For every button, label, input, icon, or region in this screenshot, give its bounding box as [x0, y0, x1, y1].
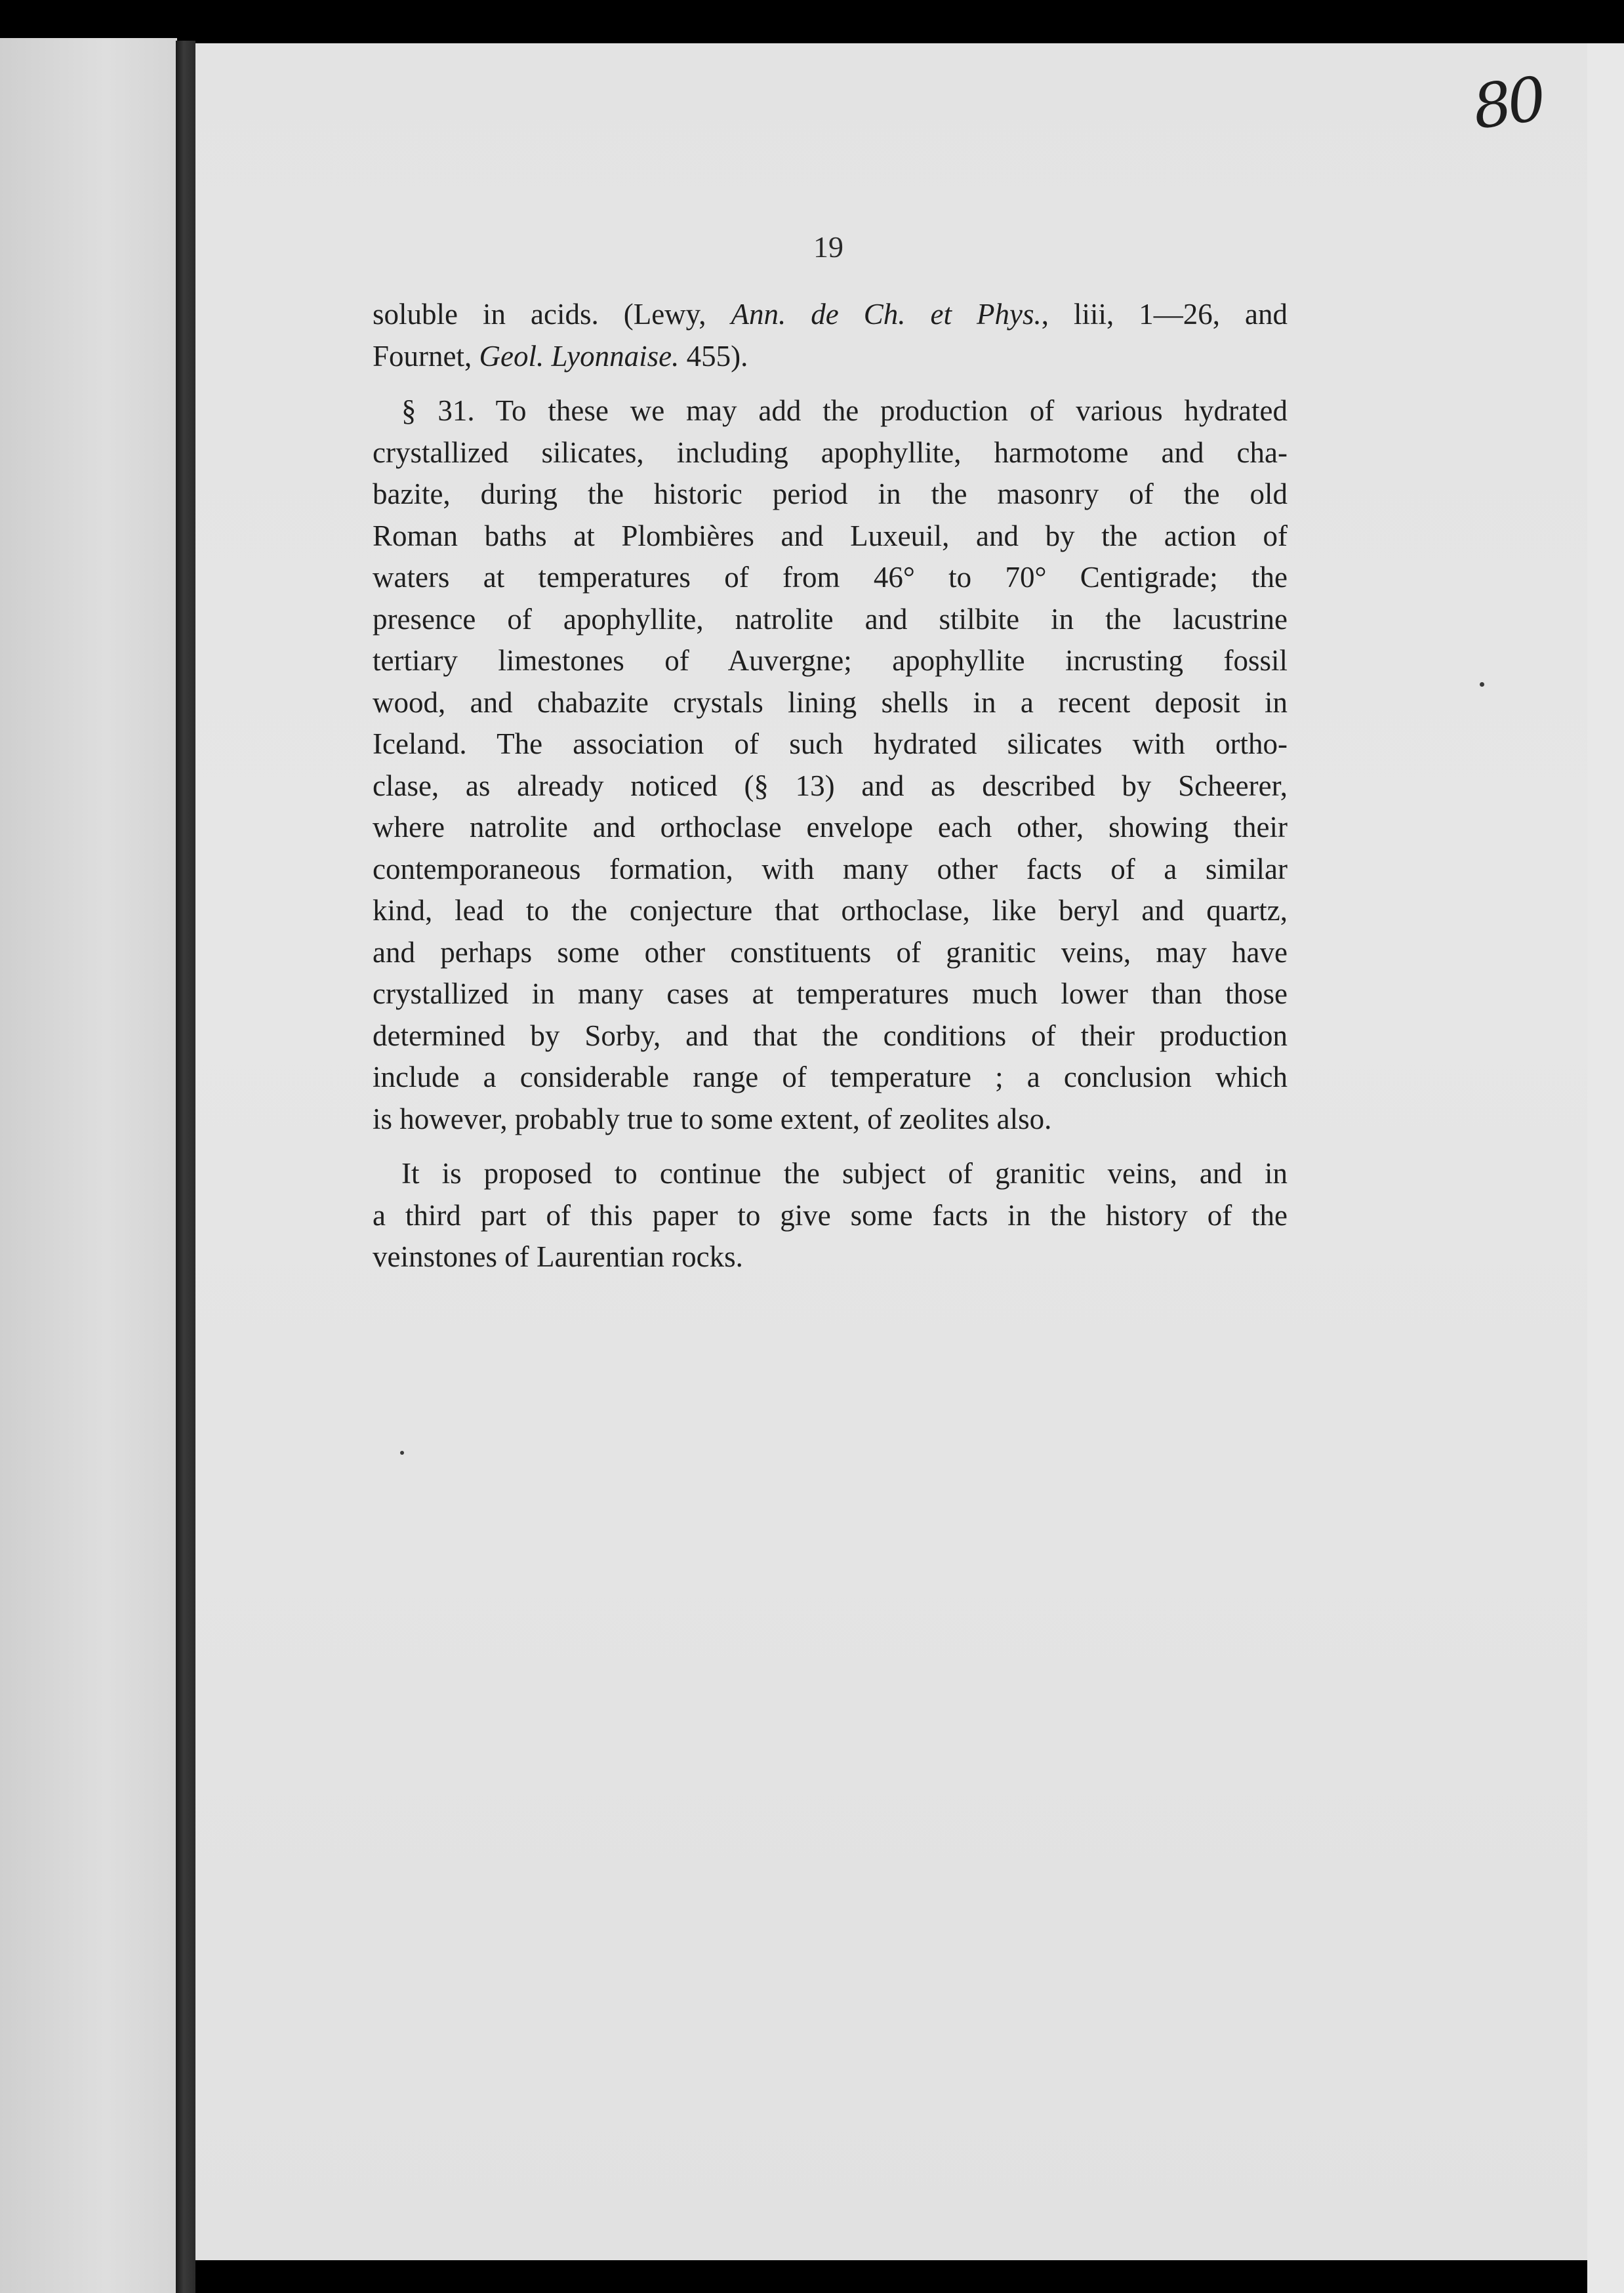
text-line: and perhaps some other constituents of granitic veins, may have	[373, 935, 1288, 969]
text-line: include a considerable range of temperature ; a conclusion which	[373, 1061, 1288, 1093]
text-line: tertiary limestones of Auvergne; apophyllite incrusting fossil	[373, 644, 1288, 677]
text-line: Roman baths at Plombières and Luxeuil, and by the action of	[373, 519, 1288, 552]
paragraph	[373, 1153, 1288, 1278]
text-line: contemporaneous formation, with many other facts of a similar	[373, 852, 1288, 885]
text-line: bazite, during the historic period in the masonry of the old	[373, 477, 1288, 510]
text-line: Iceland. The association of such hydrated silicates with ortho-	[373, 727, 1288, 760]
text-line: crystallized silicates, including apophyllite, harmotome and cha-	[373, 436, 1288, 469]
scan-speck	[400, 1451, 404, 1455]
body-text	[373, 294, 1288, 1278]
text-line: determined by Sorby, and that the conditions of their production	[373, 1019, 1288, 1052]
text-line: kind, lead to the conjecture that orthoclase, like beryl and quartz,	[373, 894, 1288, 927]
paragraph	[373, 294, 1288, 377]
previous-page-edge	[0, 38, 177, 2293]
text-line: waters at temperatures of from 46° to 70° Centigrade; the	[373, 561, 1288, 594]
text-line: soluble in acids. (Lewy, Ann. de Ch. et Phys., liii, 1—26, and	[373, 298, 1288, 331]
page-number: 19	[813, 230, 843, 264]
paragraph	[373, 390, 1288, 1140]
scan-speck	[1480, 682, 1484, 687]
text-line: wood, and chabazite crystals lining shells in a recent deposit in	[373, 685, 1288, 719]
binding-gutter	[176, 41, 195, 2293]
page-right-margin	[1587, 43, 1624, 2293]
citation-title: Ann. de Ch. et Phys.	[731, 298, 1042, 331]
text-line: where natrolite and orthoclase envelope each other, showing their	[373, 811, 1288, 843]
text-line: clase, as already noticed (§ 13) and as described by Scheerer,	[373, 769, 1288, 802]
citation-title: Geol. Lyonnaise.	[479, 339, 680, 373]
text-line: a third part of this paper to give some facts in the history of the	[373, 1198, 1288, 1232]
text-line: § 31. To these we may add the production of various hydrated	[401, 394, 1288, 427]
text-line: It is proposed to continue the subject of granitic veins, and in	[401, 1157, 1288, 1190]
text-line: presence of apophyllite, natrolite and stilbite in the lacustrine	[373, 602, 1288, 636]
text-line: crystallized in many cases at temperatures much lower than those	[373, 977, 1288, 1010]
text-line: is however, probably true to some extent, of zeolites also.	[373, 1102, 1052, 1135]
text-line: veinstones of Laurentian rocks.	[373, 1240, 743, 1273]
text-line: Fournet, Geol. Lyonnaise. 455).	[373, 339, 748, 373]
handwritten-folio-number: 80	[1469, 64, 1547, 143]
